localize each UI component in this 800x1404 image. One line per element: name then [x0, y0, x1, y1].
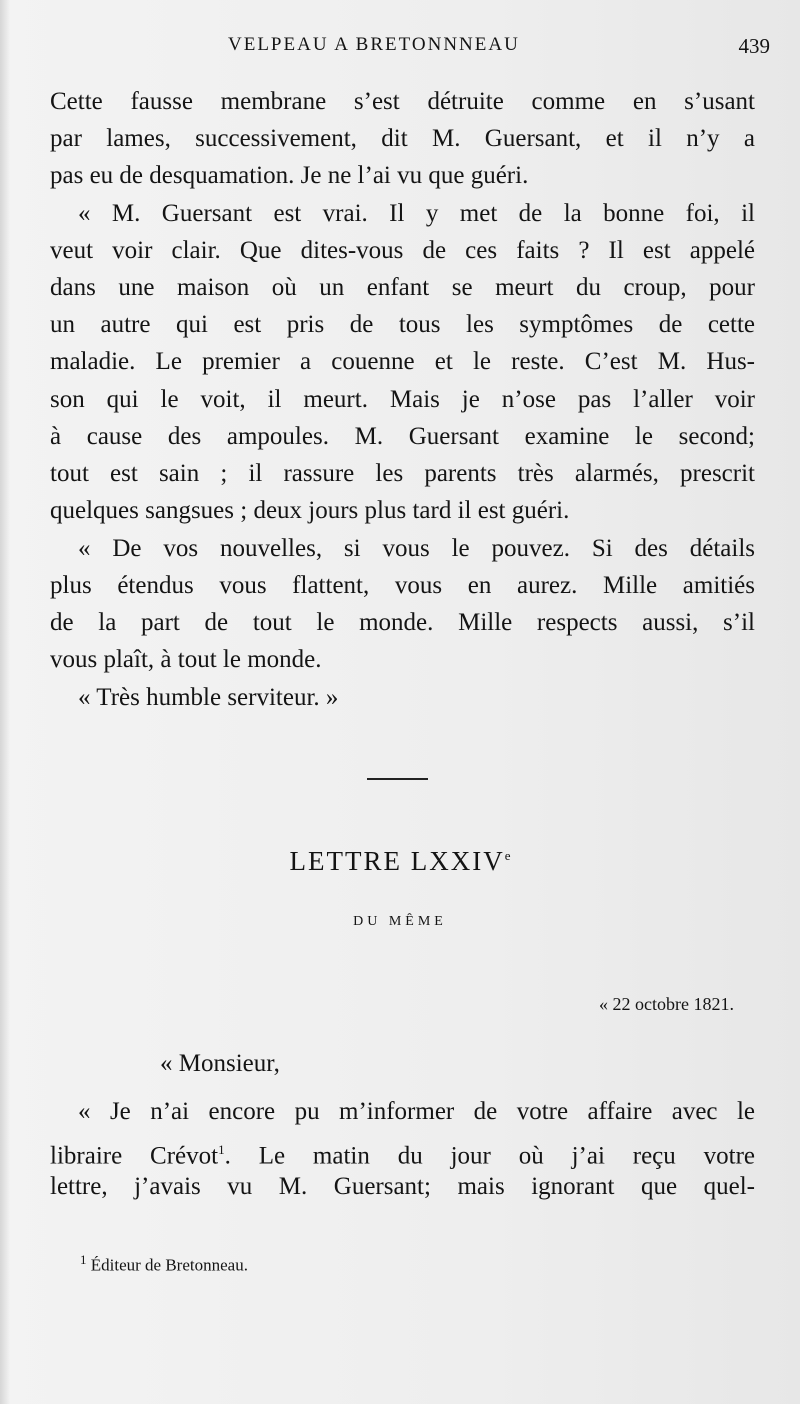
footnote [80, 1252, 248, 1276]
footnote-reference: 1 [218, 1142, 225, 1157]
body-line: maladie. Le premier a couenne et le reste. C’est M. Hus- [50, 348, 755, 375]
page-number: 439 [738, 34, 770, 58]
page-edge-shadow [0, 0, 10, 1404]
letter-title-superscript: e [504, 848, 511, 863]
body-line: vous plaît, à tout le monde. [50, 646, 322, 673]
letter-line-text: . Le matin du jour où j’ai reçu votre [224, 1142, 755, 1170]
letter-line: lettre, j’avais vu M. Guersant; mais ignorant que quel- [50, 1173, 755, 1200]
letter-line: « Je n’ai encore pu m’informer de votre affaire avec le [78, 1098, 755, 1125]
closing-line: « Très humble serviteur. » [78, 684, 339, 711]
body-line: plus étendus vous flattent, vous en aurez. Mille amitiés [50, 572, 755, 599]
letter-line-text: libraire Crévot [50, 1142, 219, 1170]
body-line: « De vos nouvelles, si vous le pouvez. Si des détails [78, 535, 755, 562]
letter-line [50, 1132, 755, 1174]
running-head: VELPEAU A BRETONNNEAU [228, 34, 520, 55]
footnote-text: Éditeur de Bretonneau. [90, 1255, 248, 1275]
body-line: Cette fausse membrane s’est détruite comme en s’usant [50, 88, 755, 115]
body-line: « M. Guersant est vrai. Il y met de la bonne foi, il [78, 200, 755, 227]
body-line: un autre qui est pris de tous les symptômes de cette [50, 311, 755, 338]
letter-title-text: LETTRE LXXIV [289, 846, 505, 876]
body-line: tout est sain ; il rassure les parents très alarmés, prescrit [50, 460, 755, 487]
body-line: son qui le voit, il meurt. Mais je n’ose pas l’aller voir [50, 386, 755, 413]
footnote-marker: 1 [80, 1252, 87, 1267]
page-header [50, 34, 770, 64]
section-separator [367, 778, 428, 780]
salutation: « Monsieur, [160, 1050, 280, 1077]
body-line: veut voir clair. Que dites-vous de ces faits ? Il est appelé [50, 237, 755, 264]
body-line: pas eu de desquamation. Je ne l’ai vu que guéri. [50, 162, 529, 189]
body-line: de la part de tout le monde. Mille respects aussi, s’il [50, 609, 755, 636]
body-line: à cause des ampoules. M. Guersant examine le second; [50, 423, 755, 450]
letter-title [0, 846, 800, 877]
from-label: DU MÊME [353, 914, 447, 929]
body-line: quelques sangsues ; deux jours plus tard il est guéri. [50, 497, 570, 524]
dateline: « 22 octobre 1821. [599, 994, 734, 1014]
body-line: par lames, successivement, dit M. Guersant, et il n’y a [50, 125, 755, 152]
body-line: dans une maison où un enfant se meurt du croup, pour [50, 274, 755, 301]
